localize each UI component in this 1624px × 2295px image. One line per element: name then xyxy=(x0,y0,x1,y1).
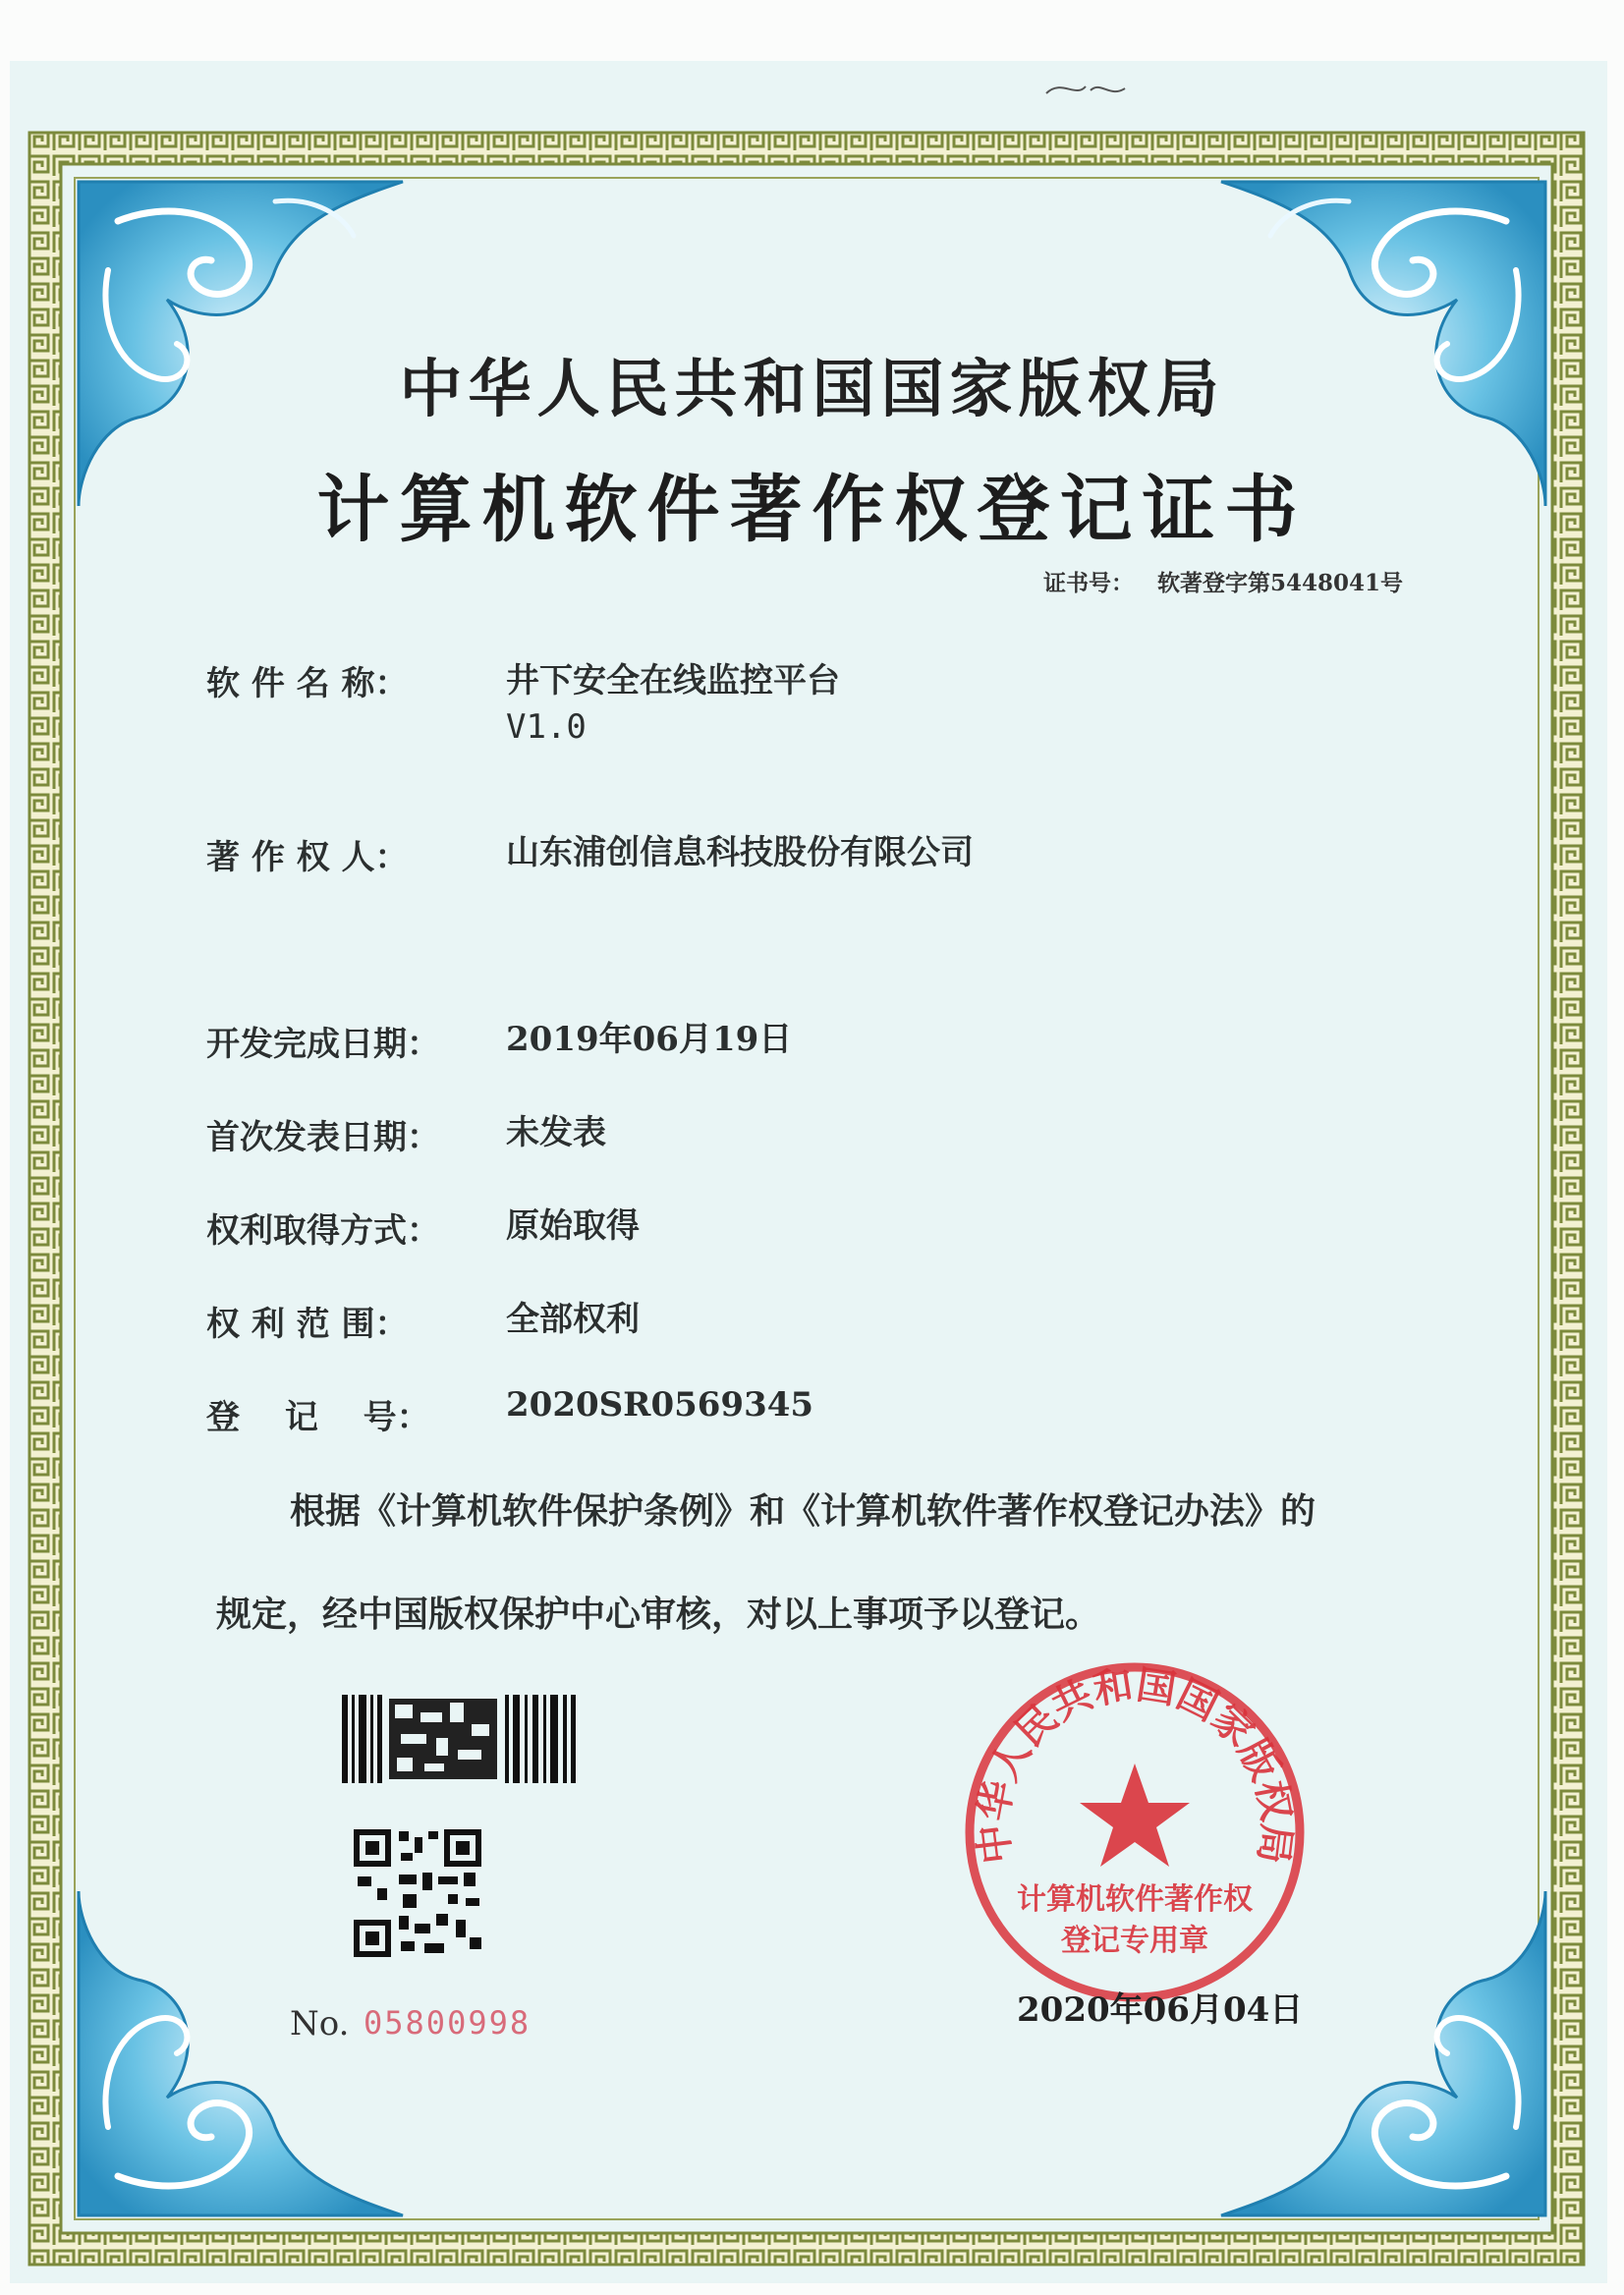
label-copyright-owner: 著 作 权 人： xyxy=(206,838,409,877)
statement-line-1: 根据《计算机软件保护条例》和《计算机软件著作权登记办法》的 xyxy=(290,1490,1316,1532)
certificate-number-value: 软著登字第5448041号 xyxy=(1156,570,1403,596)
serial-number-value: 05800998 xyxy=(364,2004,532,2042)
value-software-version: V1.0 xyxy=(506,707,587,747)
label-software-name: 软 件 名 称： xyxy=(206,664,409,703)
qr-code xyxy=(354,1829,481,1957)
issue-date: 2020年06月04日 xyxy=(1017,1990,1304,2030)
label-completion-date: 开发完成日期： xyxy=(206,1025,440,1064)
seal-inner-line-2: 登记专用章 xyxy=(1061,1924,1208,1958)
certificate-number xyxy=(1043,565,1403,597)
official-seal xyxy=(958,1655,1312,2009)
label-first-publication: 首次发表日期： xyxy=(206,1118,440,1157)
value-registration-number: 2020SR0569345 xyxy=(506,1385,814,1425)
value-software-name: 井下安全在线监控平台 xyxy=(506,661,840,700)
seal-ring-text: 中华人民共和国国家版权局 xyxy=(970,1662,1300,1867)
value-acquisition-method: 原始取得 xyxy=(506,1206,640,1246)
barcode xyxy=(342,1695,578,1783)
label-rights-scope: 权 利 范 围： xyxy=(206,1305,409,1344)
certificate-number-label: 证书号： xyxy=(1042,570,1134,596)
star-icon xyxy=(1080,1763,1190,1867)
value-completion-date: 2019年06月19日 xyxy=(506,1020,793,1059)
value-rights-scope: 全部权利 xyxy=(506,1300,640,1339)
statement-line-2: 规定，经中国版权保护中心审核，对以上事项予以登记。 xyxy=(216,1594,1101,1635)
value-copyright-owner: 山东浦创信息科技股份有限公司 xyxy=(506,833,974,872)
label-registration-number: 登 记 号： xyxy=(206,1398,430,1437)
document-title: 计算机软件著作权登记证书 xyxy=(316,468,1308,552)
label-acquisition-method: 权利取得方式： xyxy=(206,1211,440,1251)
issuing-authority: 中华人民共和国国家版权局 xyxy=(399,353,1225,426)
value-first-publication: 未发表 xyxy=(506,1113,606,1152)
seal-inner-line-1: 计算机软件著作权 xyxy=(1017,1882,1253,1917)
serial-number-label: No. xyxy=(290,2004,350,2043)
